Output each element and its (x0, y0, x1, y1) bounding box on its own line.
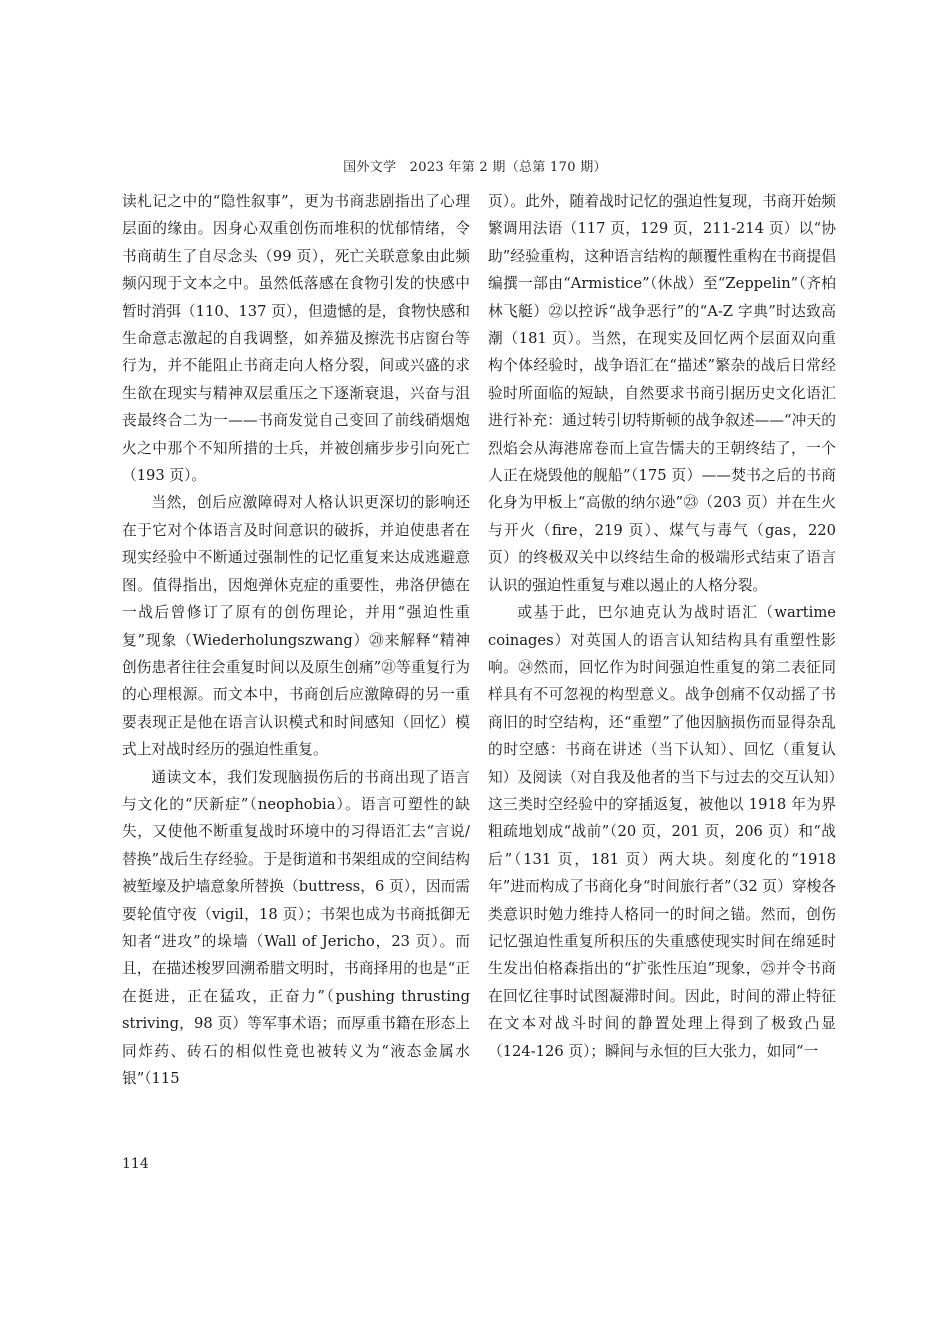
paragraph: 当然，创后应激障碍对人格认识更深切的影响还在于它对个体语言及时间意识的破拆，并迫使患者在现实经验中不断通过强制性的记忆重复来达成逃避意图。值得指出，因炮弹休克症的重要性，弗洛伊德在一战后曾修订了原有的创伤理论，并用“强迫性重复”现象（Wiederholungszwang）⑳来解释“精神创伤患者往往会重复时间以及原生创痛”㉑等重复行为的心理根源。而文本中，书商创后应激障碍的另一重要表现正是他在语言认识模式和时间感知（回忆）模式上对战时经历的强迫性重复。 (122, 494, 470, 759)
running-header: 国外文学 2023 年第 2 期（总第 170 期） (343, 160, 607, 175)
paragraph: 或基于此，巴尔迪克认为战时语汇（wartime coinages）对英国人的语言认知结构具有重塑性影响。㉔然而，回忆作为时间强迫性重复的第二表征同样具有不可忽视的构型意义。战争创痛不仅动摇了书商旧的时空结构，还“重塑”了他因脑损伤而显得杂乱的时空感：书商在讲述（当下认知）、回忆（重复认知）及阅读（对自我及他者的当下与过去的交互认知）这三类时空经验中的穿插返复，被他以 1918 年为界粗疏地划成“战前”（20 页，201 页，206 页）和“战后”（131 页，181 页）两大块。刻度化的“1918 年”进而构成了书商化身“时间旅行者”（32 页）穿梭各类意识时勉力维持人格同一的时间之锚。然而，创伤记忆强迫性重复所积压的失重感使现实时间在绵延时生发出伯格森指出的“扩张性压迫”现象，㉕并令书商在回忆往事时试图凝滞时间。因此，时间的滞止特征在文本对战斗时间的静置处理上得到了极致凸显（124-126 页）；瞬间与永恒的巨大张力，如同“一 (488, 604, 836, 1060)
paragraph: 通读文本，我们发现脑损伤后的书商出现了语言与文化的“厌新症”（neophobia）。语言可塑性的缺失，又使他不断重复战时环境中的习得语汇去“言说/替换”战后生存经验。于是街道和书架组成的空间结构被堑壕及护墙意象所替换（buttress，6 页），因而需要轮值守夜（vigil，18 页）；书架也成为书商抵御无知者“进攻”的垛墙（Wall of Jericho，23 页）。而且，在描述梭罗回溯希腊文明时，书商择用的也是“正在挺进，正在猛攻，正奋力”（pushing thrusting striving，98 页）等军事术语；而厚重书籍在形态上同炸药、砖石的相似性竟也被转义为“液态金属水银”（115 (122, 768, 470, 1087)
paragraph: 读札记之中的“隐性叙事”，更为书商悲剧指出了心理层面的缘由。因身心双重创伤而堆积的忧郁情绪，令书商萌生了自尽念头（99 页），死亡关联意象由此频频闪现于文本之中。虽然低落感在食物引发的快感中暂时消弭（110、137 页），但遗憾的是，食物快感和生命意志激起的自我调整，如养猫及擦洗书店窗台等行为，并不能阻止书商走向人格分裂，间或兴盛的求生欲在现实与精神双层重压之下逐渐衰退，兴奋与沮丧最终合二为一——书商发觉自己变回了前线硝烟炮火之中那个不知所措的士兵，并被创痛步步引向死亡（193 页）。 (122, 193, 470, 485)
paragraph: 页）。此外，随着战时记忆的强迫性复现，书商开始频繁调用法语（117 页，129 页，211-214 页）以“协助”经验重构，这种语言结构的颠覆性重构在书商提倡编撰一部由“Armistice”（休战）至“Zeppelin”（齐柏林飞艇）㉒以控诉“战争恶行”的“A-Z 字典”时达致高潮（181 页）。当然，在现实及回忆两个层面双向重构个体经验时，战争语汇在“描述”繁杂的战后日常经验时所面临的短缺，自然要求书商引据历史文化语汇进行补充：通过转引切特斯顿的战争叙述——“冲天的烈焰会从海港席卷而上宣告懦夫的王朝终结了，一个人正在烧毁他的舰船”（175 页）——焚书之后的书商化身为甲板上“高傲的纳尔逊”㉓（203 页）并在生火与开火（fire，219 页）、煤气与毒气（gas，220 页）的终极双关中以终结生命的极端形式结束了语言认识的强迫性重复与难以遏止的人格分裂。 (488, 193, 836, 594)
left-column (122, 188, 470, 1092)
right-column (488, 188, 836, 1065)
page-number: 114 (122, 1156, 149, 1172)
